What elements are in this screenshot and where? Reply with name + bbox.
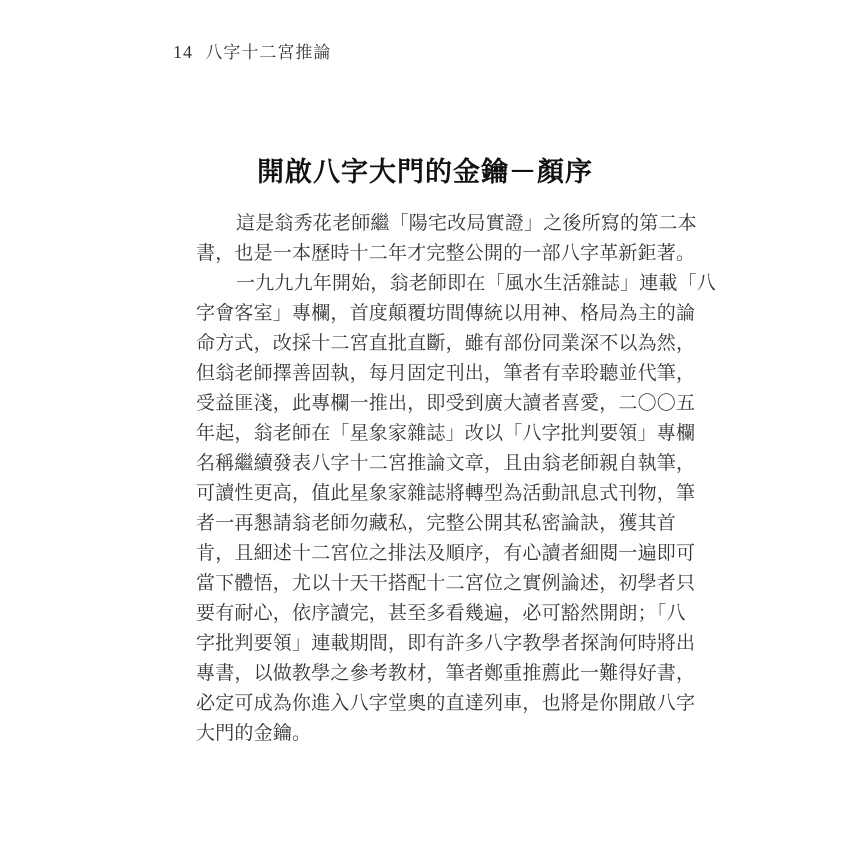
text-line: 年起，翁老師在「星象家雜誌」改以「八字批判要領」專欄	[196, 422, 696, 444]
text-line: 要有耐心，依序讀完，甚至多看幾遍，必可豁然開朗；「八	[196, 602, 686, 624]
text-line: 書，也是一本歷時十二年才完整公開的一部八字革新鉅著。	[196, 242, 696, 264]
chapter-title: 開啟八字大門的金鑰－顏序	[257, 157, 593, 188]
book-title: 八字十二宮推論	[205, 43, 332, 63]
text-line: 一九九九年開始，翁老師即在「風水生活雜誌」連載「八	[236, 272, 717, 294]
text-line: 肯，且細述十二宮位之排法及順序，有心讀者細閱一遍即可	[196, 542, 696, 564]
text-line: 但翁老師擇善固執，每月固定刊出，筆者有幸聆聽並代筆，	[196, 362, 696, 384]
body-text	[196, 208, 717, 748]
text-line: 字批判要領」連載期間，即有許多八字教學者探詢何時將出	[196, 632, 696, 654]
text-line: 這是翁秀花老師繼「陽宅改局實證」之後所寫的第二本	[236, 212, 697, 234]
text-line: 字會客室」專欄，首度顛覆坊間傳統以用神、格局為主的論	[196, 302, 696, 324]
text-line: 者一再懇請翁老師勿藏私，完整公開其私密論訣，獲其首	[196, 512, 677, 534]
page-number: 14	[173, 42, 193, 62]
text-line: 名稱繼續發表八字十二宮推論文章，且由翁老師親自執筆，	[196, 452, 696, 474]
text-line: 可讀性更高，值此星象家雜誌將轉型為活動訊息式刊物，筆	[196, 482, 696, 504]
text-line: 受益匪淺，此專欄一推出，即受到廣大讀者喜愛，二〇〇五	[196, 392, 696, 414]
running-header	[173, 38, 331, 63]
text-line: 命方式，改採十二宮直批直斷，雖有部份同業深不以為然，	[196, 332, 696, 354]
text-line: 大門的金鑰。	[196, 722, 312, 744]
text-line: 當下體悟，尤以十天干搭配十二宮位之實例論述，初學者只	[196, 572, 696, 594]
text-line: 必定可成為你進入八字堂奧的直達列車，也將是你開啟八字	[196, 692, 696, 714]
text-line: 專書，以做教學之參考教材，筆者鄭重推薦此一難得好書，	[196, 662, 696, 684]
